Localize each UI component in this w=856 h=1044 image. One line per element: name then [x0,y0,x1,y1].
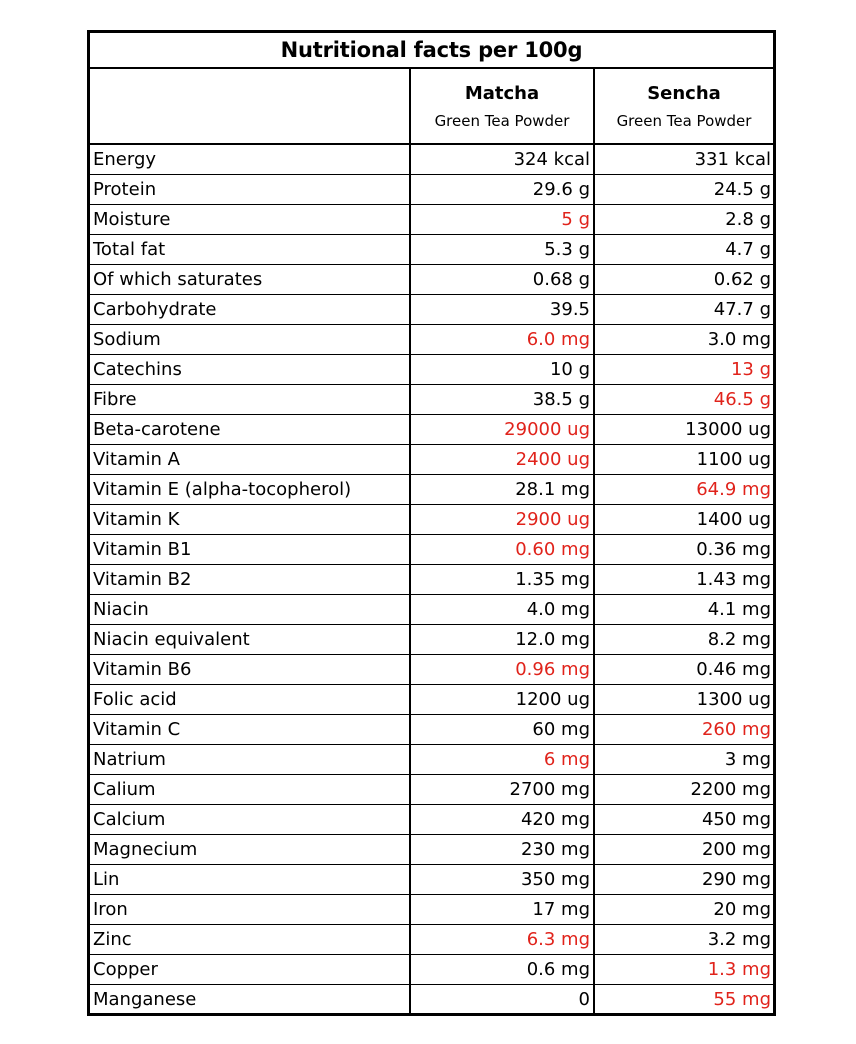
table-row [90,505,773,535]
nutrient-name: Vitamin E (alpha-tocopherol) [90,475,411,504]
matcha-value: 0.68 g [411,265,595,294]
sencha-value: 331 kcal [694,149,771,170]
table-row [90,265,773,295]
nutrient-name: Copper [90,955,411,984]
sencha-value: 46.5 g [713,389,771,410]
matcha-value: 12.0 mg [411,625,595,654]
matcha-value: 0.6 mg [411,955,595,984]
nutrient-name: Folic acid [90,685,411,714]
sencha-value: 24.5 g [713,179,771,200]
table-row [90,745,773,775]
matcha-value: 29000 ug [411,415,595,444]
nutrient-name: Total fat [90,235,411,264]
nutrient-name: Iron [90,895,411,924]
matcha-value: 2900 ug [411,505,595,534]
column-header-sencha [595,69,773,143]
matcha-value: 0.96 mg [411,655,595,684]
nutrient-name: Vitamin C [90,715,411,744]
matcha-value: 60 mg [411,715,595,744]
table-row [90,925,773,955]
table-row [90,805,773,835]
matcha-value: 39.5 [411,295,595,324]
column-subtitle: Green Tea Powder [616,112,752,130]
matcha-value: 0 [411,985,595,1015]
nutrient-name: Calcium [90,805,411,834]
sencha-value: 3.0 mg [707,329,771,350]
sencha-value: 20 mg [713,899,771,920]
table-body [90,145,773,1015]
column-header-matcha [411,69,595,143]
matcha-value: 29.6 g [411,175,595,204]
nutrient-name: Vitamin K [90,505,411,534]
column-subtitle: Green Tea Powder [434,112,570,130]
nutrient-name: Manganese [90,985,411,1015]
sencha-value: 1.3 mg [707,959,771,980]
table-row [90,655,773,685]
matcha-value: 350 mg [411,865,595,894]
matcha-value: 2700 mg [411,775,595,804]
matcha-value: 10 g [411,355,595,384]
matcha-value: 230 mg [411,835,595,864]
table-row [90,535,773,565]
nutrient-name: Lin [90,865,411,894]
table-row [90,775,773,805]
table-header [90,69,773,145]
nutrient-name: Vitamin A [90,445,411,474]
header-empty-cell [90,69,411,143]
sencha-value: 13 g [730,359,771,380]
sencha-value: 1100 ug [696,449,771,470]
nutrient-name: Magnecium [90,835,411,864]
nutrient-name: Niacin equivalent [90,625,411,654]
nutrient-name: Fibre [90,385,411,414]
nutrient-name: Vitamin B1 [90,535,411,564]
nutrient-name: Beta-carotene [90,415,411,444]
table-row [90,175,773,205]
matcha-value: 4.0 mg [411,595,595,624]
sencha-value: 4.7 g [725,239,771,260]
table-row [90,625,773,655]
matcha-value: 5.3 g [411,235,595,264]
sencha-value: 0.62 g [713,269,771,290]
table-row [90,415,773,445]
sencha-value: 450 mg [701,809,771,830]
nutrient-name: Vitamin B6 [90,655,411,684]
nutrient-name: Natrium [90,745,411,774]
matcha-value: 6.3 mg [411,925,595,954]
table-row [90,985,773,1015]
matcha-value: 0.60 mg [411,535,595,564]
column-name: Matcha [464,83,540,104]
matcha-value: 1.35 mg [411,565,595,594]
nutrient-name: Of which saturates [90,265,411,294]
nutrient-name: Sodium [90,325,411,354]
matcha-value: 324 kcal [411,145,595,174]
table-row [90,895,773,925]
sencha-value: 1400 ug [696,509,771,530]
table-row [90,355,773,385]
matcha-value: 420 mg [411,805,595,834]
nutrient-name: Zinc [90,925,411,954]
nutrient-name: Vitamin B2 [90,565,411,594]
sencha-value: 290 mg [701,869,771,890]
sencha-value: 47.7 g [713,299,771,320]
nutrient-name: Carbohydrate [90,295,411,324]
matcha-value: 2400 ug [411,445,595,474]
table-row [90,325,773,355]
nutrient-name: Energy [90,145,411,174]
nutrition-facts-table [87,30,776,1016]
sencha-value: 260 mg [701,719,771,740]
sencha-value: 4.1 mg [707,599,771,620]
table-row [90,235,773,265]
table-row [90,595,773,625]
matcha-value: 6.0 mg [411,325,595,354]
sencha-value: 2200 mg [690,779,771,800]
sencha-value: 55 mg [713,989,771,1010]
table-row [90,445,773,475]
sencha-value: 8.2 mg [707,629,771,650]
nutrient-name: Catechins [90,355,411,384]
sencha-value: 1.43 mg [696,569,771,590]
nutrient-name: Niacin [90,595,411,624]
column-name: Sencha [647,83,721,104]
sencha-value: 2.8 g [725,209,771,230]
nutrient-name: Protein [90,175,411,204]
table-row [90,205,773,235]
table-row [90,145,773,175]
table-row [90,955,773,985]
table-row [90,865,773,895]
table-row [90,715,773,745]
sencha-value: 1300 ug [696,689,771,710]
table-row [90,385,773,415]
sencha-value: 3.2 mg [707,929,771,950]
sencha-value: 0.46 mg [696,659,771,680]
nutrient-name: Calium [90,775,411,804]
table-row [90,565,773,595]
sencha-value: 13000 ug [685,419,771,440]
sencha-value: 64.9 mg [696,479,771,500]
matcha-value: 17 mg [411,895,595,924]
matcha-value: 38.5 g [411,385,595,414]
table-row [90,835,773,865]
sencha-value: 200 mg [701,839,771,860]
sencha-value: 3 mg [724,749,771,770]
sencha-value: 0.36 mg [696,539,771,560]
matcha-value: 28.1 mg [411,475,595,504]
nutrient-name: Moisture [90,205,411,234]
table-row [90,295,773,325]
table-row [90,685,773,715]
matcha-value: 6 mg [411,745,595,774]
table-row [90,475,773,505]
table-title: Nutritional facts per 100g [90,33,773,69]
matcha-value: 5 g [411,205,595,234]
matcha-value: 1200 ug [411,685,595,714]
